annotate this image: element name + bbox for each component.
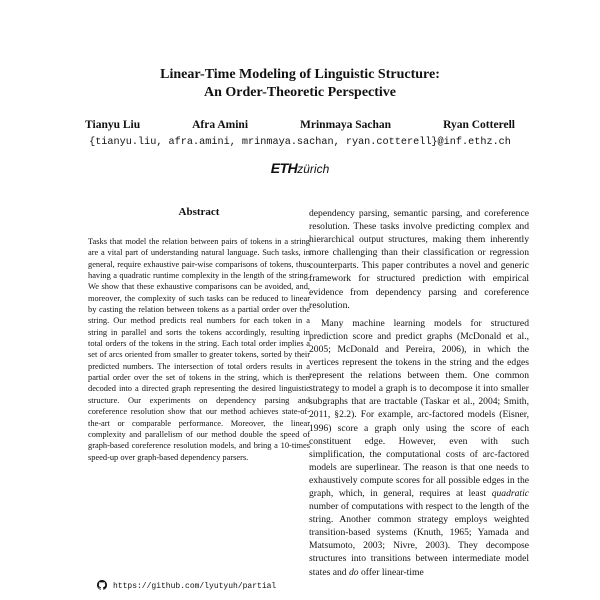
author-name: Mrinmaya Sachan bbox=[300, 119, 392, 131]
intro-text: offer linear-time bbox=[358, 566, 424, 578]
logo-zurich: zürich bbox=[297, 162, 330, 176]
intro-column bbox=[309, 207, 529, 600]
author-name: Afra Amini bbox=[192, 119, 249, 131]
abstract-body: Tasks that model the relation between pairs of tokens in a string are a vital part of understanding natural language. Such tasks, in general, require exhaustive pair-wise comparisons of tokens, thus having a quadratic runtime complexity in the length of the string. We show that these exhaustive comparisons can be avoided, and, moreover, the complexity of such tasks can be reduced to linear by casting the relation between tokens as a partial order over the string. Our method predicts real numbers for each token in a string in parallel and sorts the tokens accordingly, resulting in total orders of the tokens in the string. Each total order implies a set of arcs oriented from smaller to greater tokens, sorted by their predicted numbers. The intersection of total orders results in a partial order over the set of tokens in the string, which is then decoded into a directed graph representing the desired linguistic structure. Our experiments on dependency parsing and coreference resolution show that our method achieves state-of-the-art or comparable performance. Moreover, the linear complexity and parallelism of our method double the speed of graph-based coreference resolution models, and bring a 10-times speed-up over graph-based dependency parsers. bbox=[88, 237, 310, 462]
author-name: Tianyu Liu bbox=[85, 119, 141, 131]
author-emails: {tianyu.liu, afra.amini, mrinmaya.sachan, ryan.cotterell}@inf.ethz.ch bbox=[89, 137, 511, 148]
abstract-heading: Abstract bbox=[178, 206, 220, 218]
intro-paragraph-1: dependency parsing, semantic parsing, and coreference resolution. These tasks involve predicting complex and hierarchical output structures, making them inherently more challenging than their classification or regression counterparts. This paper contributes a novel and generic framework for structured prediction with empirical evidence from dependency parsing and coreference resolution. bbox=[309, 208, 529, 311]
intro-text: number of computations with respect to the length of the string. Another common strategy employs weighted transition-based systems (Knuth, 1965; Yamada and Matsumoto, 2003; Nivre, 2003). They decompose structures into transitions between intermediate model states and bbox=[309, 501, 529, 578]
github-icon bbox=[97, 580, 107, 593]
intro-emphasis: do bbox=[348, 566, 359, 578]
title-line-1: Linear-Time Modeling of Linguistic Structure: bbox=[160, 67, 440, 82]
intro-paragraph-2 bbox=[309, 317, 529, 579]
logo-eth: ETH bbox=[270, 160, 298, 176]
author-name: Ryan Cotterell bbox=[443, 119, 515, 131]
code-footnote bbox=[97, 580, 276, 593]
author-list bbox=[0, 119, 600, 131]
title-line-2: An Order-Theoretic Perspective bbox=[203, 85, 397, 100]
code-url-link[interactable]: https://github.com/lyutyuh/partial bbox=[113, 582, 277, 591]
intro-text: Many machine learning models for structured prediction score and predict graphs (McDonald et al., 2005; McDonald and Pereira, 2006), in which the vertices represent the tokens in the string and the edges represent the relations between them. One common strategy to model a graph is to decompose it into smaller subgraphs that are tractable (Taskar et al., 2004; Smith, 2011, §2.2). For example, arc-factored models (Eisner, 1996) score a graph only using the score of each constituent edge. However, even with such simplification, the computational costs of arc-factored models are superlinear. The reason is that one needs to exhaustively compute scores for all possible edges in the graph, which, in general, requires at least bbox=[309, 317, 529, 499]
paper-title bbox=[0, 66, 600, 102]
intro-emphasis: quadratic bbox=[491, 487, 529, 499]
eth-zurich-logo bbox=[0, 160, 600, 178]
